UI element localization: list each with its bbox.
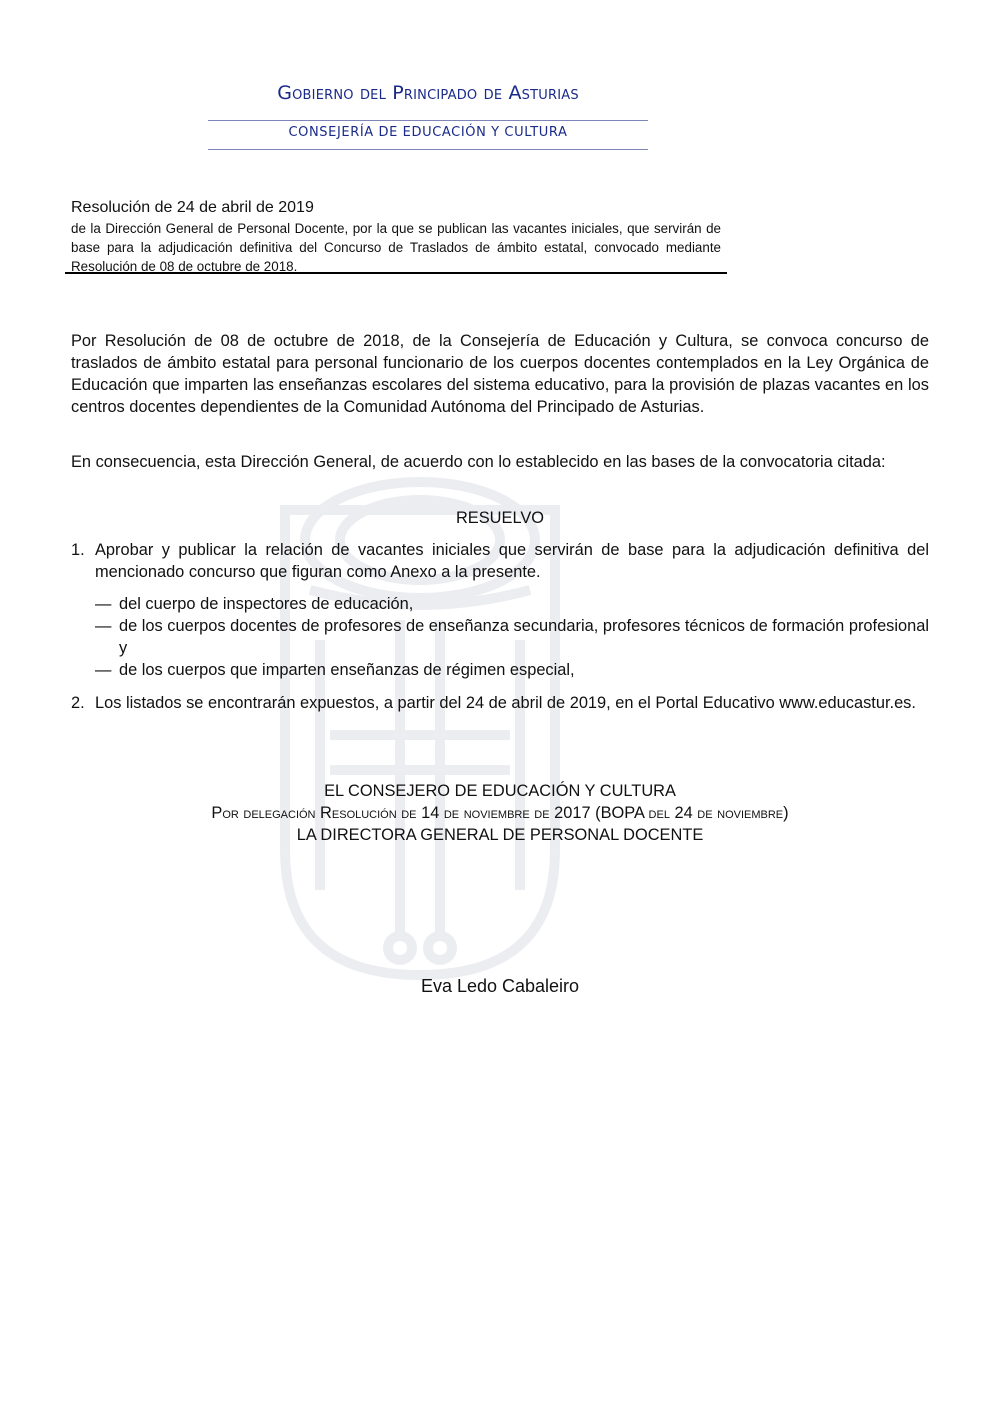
dash: — bbox=[95, 617, 112, 635]
intro-paragraph: Por Resolución de 08 de octubre de 2018, de la Consejería de Educación y Cultura, se convoca concurso de traslados de ámbito estatal para personal funcionario de los cuerpos docentes contemplados en la Ley Orgánica de Educación que imparten las enseñanzas escolares del sistema educativo, para la provisión de plazas vacantes en los centros docentes dependientes de la Comunidad Autónoma del Principado de Asturias. bbox=[71, 332, 929, 416]
sub-item bbox=[71, 659, 929, 681]
consequence-paragraph: En consecuencia, esta Dirección General, de acuerdo con lo establecido en las bases de la convocatoria citada: bbox=[71, 453, 886, 471]
signature-line-2: Por delegación Resolución de 14 de noviembre de 2017 (BOPA del 24 de noviembre) bbox=[211, 804, 789, 822]
resolution-title: Resolución de 24 de abril de 2019 bbox=[71, 199, 314, 216]
sub-item-text: del cuerpo de inspectores de educación, bbox=[119, 595, 414, 613]
signer-name: Eva Ledo Cabaleiro bbox=[420, 976, 580, 996]
header-bottom-divider bbox=[208, 149, 648, 150]
resuelvo-heading: RESUELVO bbox=[455, 509, 545, 527]
resolution-summary bbox=[71, 199, 721, 276]
item-number: 2. bbox=[71, 694, 85, 712]
signature-line-3: LA DIRECTORA GENERAL DE PERSONAL DOCENTE bbox=[296, 826, 704, 844]
sub-item bbox=[71, 615, 929, 659]
header-top-divider bbox=[208, 120, 648, 121]
resolution-item-1 bbox=[71, 539, 929, 583]
resolution-item-2 bbox=[71, 692, 929, 714]
sub-item-text: de los cuerpos que imparten enseñanzas de régimen especial, bbox=[119, 661, 575, 679]
sub-item-list bbox=[71, 593, 929, 681]
government-heading: Gobierno del Principado de Asturias bbox=[277, 82, 579, 104]
item-number: 1. bbox=[71, 541, 85, 559]
item-text: Los listados se encontrarán expuestos, a partir del 24 de abril de 2019, en el Portal Educativo www.educastur.es. bbox=[95, 694, 916, 712]
resolution-description: de la Dirección General de Personal Docente, por la que se publican las vacantes iniciales, que servirán de base para la adjudicación definitiva del Concurso de Traslados de ámbito estatal, convocado mediante Resolución de 08 de octubre de 2018. bbox=[71, 221, 721, 274]
department-heading: CONSEJERÍA DE EDUCACIÓN Y CULTURA bbox=[288, 125, 568, 140]
sub-item bbox=[71, 593, 929, 615]
signature-line-1: EL CONSEJERO DE EDUCACIÓN Y CULTURA bbox=[324, 782, 676, 800]
resolution-underline bbox=[65, 272, 727, 274]
item-text: Aprobar y publicar la relación de vacantes iniciales que servirán de base para la adjudicación definitiva del mencionado concurso que figuran como Anexo a la presente. bbox=[95, 541, 929, 581]
dash: — bbox=[95, 661, 112, 679]
dash: — bbox=[95, 595, 112, 613]
sub-item-text: de los cuerpos docentes de profesores de enseñanza secundaria, profesores técnicos de formación profesional y bbox=[119, 617, 930, 657]
